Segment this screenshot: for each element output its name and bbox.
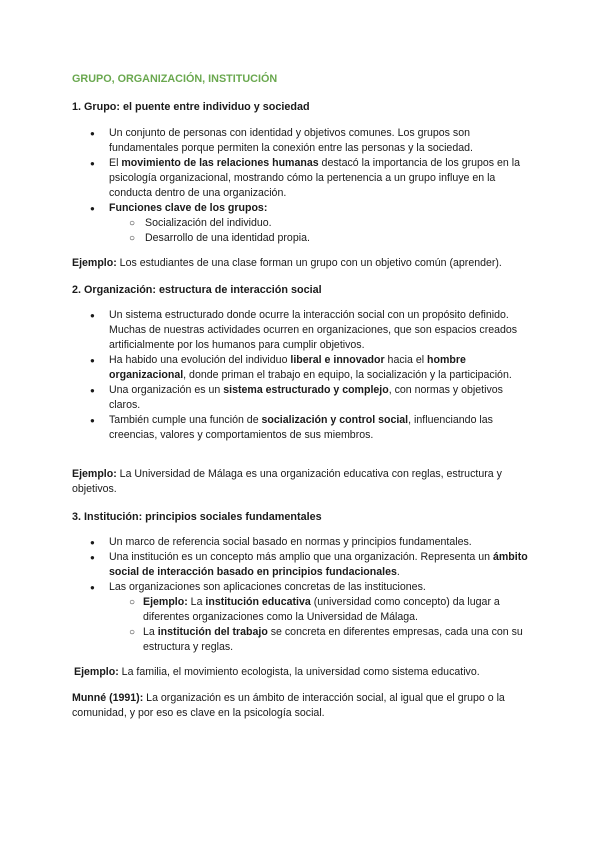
section-2-example: Ejemplo: La Universidad de Málaga es una organización educativa con reglas, estructura y objetivos.: [72, 468, 502, 495]
list-item: ● Un conjunto de personas con identidad y objetivos comunes. Los grupos son fundamentales porque permiten la conexión entre las personas y la sociedad.: [90, 126, 530, 156]
institution-sublist: [109, 595, 530, 655]
section-1-heading: 1. Grupo: el puente entre individuo y sociedad: [72, 101, 310, 113]
section-3-example: Ejemplo: La familia, el movimiento ecologista, la universidad como sistema educativo.: [74, 666, 480, 678]
section-1-list: [90, 126, 530, 246]
list-item: ● Una institución es un concepto más amplio que una organización. Representa un ámbito social de interacción basado en principios fundacionales.: [90, 550, 530, 580]
list-item: ● Una organización es un sistema estructurado y complejo, con normas y objetivos claros.: [90, 383, 530, 413]
section-3-heading: 3. Institución: principios sociales fundamentales: [72, 511, 322, 523]
sublist-item: ○ La institución del trabajo se concreta en diferentes empresas, cada una con su estructura y reglas.: [109, 625, 530, 655]
section-1-example: Ejemplo: Los estudiantes de una clase forman un grupo con un objetivo común (aprender).: [72, 257, 502, 269]
munne-quote: Munné (1991): La organización es un ámbito de interacción social, al igual que el grupo o la comunidad, y por eso es clave en la psicología social.: [72, 692, 505, 719]
section-2-list: [90, 308, 530, 443]
section-2-heading: 2. Organización: estructura de interacción social: [72, 284, 322, 296]
list-item: ● Un sistema estructurado donde ocurre la interacción social con un propósito definido. Muchas de nuestras actividades ocurren en organizaciones, que son espacios creados artificialmente por los humanos para cumplir objetivos.: [90, 308, 530, 353]
list-item: ● Las organizaciones son aplicaciones concretas de las instituciones. ○ Ejemplo: La institución educativa (universidad como concepto) da lugar a diferentes organizaciones como la Universidad de Málaga. ○ La institución del trabajo se concreta en diferentes empresas, cada una con su estructura y reglas.: [90, 580, 530, 655]
list-item: ● Ha habido una evolución del individuo liberal e innovador hacia el hombre organizacional, donde priman el trabajo en equipo, la socialización y la participación.: [90, 353, 530, 383]
section-3-list: [90, 535, 530, 655]
sublist-item: ○ Ejemplo: La institución educativa (universidad como concepto) da lugar a diferentes organizaciones como la Universidad de Málaga.: [109, 595, 530, 625]
sublist-item: ○ Socialización del individuo.: [109, 216, 530, 231]
sublist-item: ○ Desarrollo de una identidad propia.: [109, 231, 530, 246]
list-item: ● Funciones clave de los grupos: ○ Socialización del individuo. ○ Desarrollo de una identidad propia.: [90, 201, 530, 246]
document-title: GRUPO, ORGANIZACIÓN, INSTITUCIÓN: [72, 73, 278, 85]
functions-sublist: [109, 216, 530, 246]
list-item: ● Un marco de referencia social basado en normas y principios fundamentales.: [90, 535, 530, 550]
list-item: ● El movimiento de las relaciones humanas destacó la importancia de los grupos en la psicología organizacional, mostrando cómo la pertenencia a un grupo influye en la conducta dentro de una organización.: [90, 156, 530, 201]
list-item: ● También cumple una función de socialización y control social, influenciando las creencias, valores y comportamientos de sus miembros.: [90, 413, 530, 443]
